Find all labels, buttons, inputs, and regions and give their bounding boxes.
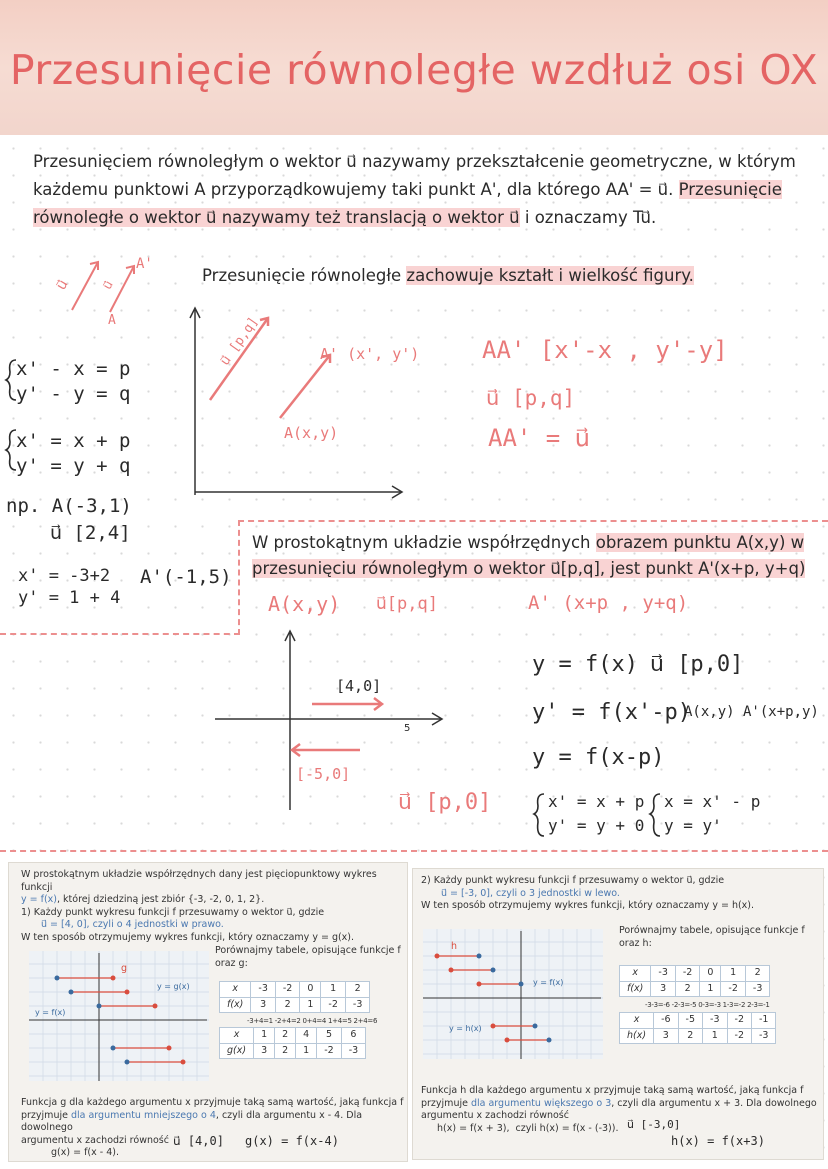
table-cell: 2 bbox=[675, 981, 699, 997]
table-row bbox=[220, 997, 370, 1013]
table-cell: -2 bbox=[275, 982, 299, 998]
left-hw1: u⃗ [4,0] bbox=[173, 1134, 224, 1148]
table-cell: -6 bbox=[654, 1013, 678, 1029]
formula-2: y' = f(x'-p) bbox=[532, 700, 691, 725]
graph1-a1-label: A' (x', y') bbox=[320, 345, 420, 363]
right-table-note: -3-3=-6 -2-3=-5 0-3=-3 1-3=-2 2-3=-1 bbox=[645, 1001, 770, 1009]
left-graph-g-label: g bbox=[121, 963, 128, 974]
table-cell: -2 bbox=[321, 997, 345, 1013]
formula-s4: y = y' bbox=[664, 816, 722, 835]
right-intro bbox=[421, 875, 817, 913]
table-cell: 1 bbox=[703, 1028, 727, 1044]
page-title: Przesunięcie równoległe wzdłuż osi OX bbox=[9, 46, 819, 94]
theorem-highlight-1: obrazem punktu A(x,y) w bbox=[595, 533, 805, 552]
right-table-f bbox=[619, 965, 770, 997]
vector-arrow-aa bbox=[110, 266, 134, 312]
left-f1: Funkcja g dla każdego argumentu x przyjmuje taką samą wartość, jaką funkcja f bbox=[21, 1097, 404, 1108]
table-cell: 2 bbox=[275, 1043, 296, 1059]
table-cell: -2 bbox=[317, 1043, 341, 1059]
table-cell: 2 bbox=[275, 997, 299, 1013]
left-p5: W ten sposób otrzymujemy wykres funkcji, który oznaczamy y = g(x). bbox=[21, 931, 355, 943]
table-cell: 1 bbox=[300, 997, 321, 1013]
table-cell: 3 bbox=[654, 1028, 678, 1044]
vector-arrow-u bbox=[72, 262, 98, 310]
system2-line2: y' = y + q bbox=[16, 455, 131, 477]
table-cell: -3 bbox=[341, 1043, 365, 1059]
left-f3: argumentu x zachodzi równość bbox=[21, 1134, 169, 1146]
theorem-frame-bottom bbox=[0, 633, 240, 635]
system1-line2: y' - y = q bbox=[16, 383, 131, 405]
graph2-tick: 5 bbox=[404, 723, 411, 734]
right-p1: 2) Każdy punkt wykresu funkcji f przesuwamy o wektor u⃗, gdzie bbox=[421, 875, 725, 886]
right-f2c: , czyli dla argumentu x + 3. Dla dowolnego bbox=[611, 1097, 817, 1109]
preserve-statement bbox=[202, 266, 694, 285]
theorem-block bbox=[252, 530, 822, 582]
table-cell: 0 bbox=[700, 966, 721, 982]
right-f1: Funkcja h dla każdego argumentu x przyjmuje taką samą wartość, jaką funkcja f bbox=[421, 1085, 804, 1096]
table-row bbox=[620, 1028, 776, 1044]
theorem-part-a: W prostokątnym układzie współrzędnych bbox=[252, 533, 596, 552]
system2-line1: x' = x + p bbox=[16, 430, 131, 452]
table-cell: 4 bbox=[296, 1028, 317, 1044]
table-cell: 2 bbox=[745, 966, 769, 982]
table-cell: 1 bbox=[254, 1028, 275, 1044]
right-f2 bbox=[421, 1098, 819, 1111]
graph-shift bbox=[210, 625, 450, 815]
left-hw2: g(x) = f(x-4) bbox=[245, 1134, 339, 1148]
graph2-v1: [4,0] bbox=[336, 677, 382, 695]
sketch-u-label: u⃗ bbox=[53, 277, 72, 293]
right-p2: u⃗ = [-3, 0], czyli o 3 jednostki w lewo. bbox=[441, 887, 620, 899]
section-separator bbox=[0, 850, 828, 852]
right-hw1: u⃗ [-3,0] bbox=[627, 1118, 681, 1131]
table-cell: 2 bbox=[345, 982, 369, 998]
formula-s3: x = x' - p bbox=[664, 792, 761, 811]
graph1-a-label: A(x,y) bbox=[284, 424, 339, 442]
right-graph-h-label: h bbox=[451, 941, 458, 952]
left-p4: u⃗ = [4, 0], czyli o 4 jednostki w prawo. bbox=[41, 919, 224, 930]
table-cell: 5 bbox=[317, 1028, 341, 1044]
definition-line-3 bbox=[33, 204, 803, 232]
left-intro bbox=[21, 869, 401, 944]
right-f2a: przyjmuje bbox=[421, 1097, 471, 1109]
right-cmp1: Porównajmy tabele, opisujące funkcje f bbox=[619, 925, 805, 936]
definition-block bbox=[33, 148, 803, 232]
right-conclusion bbox=[421, 1085, 819, 1135]
table-cell: -5 bbox=[678, 1013, 702, 1029]
sketch-a-label: A bbox=[108, 313, 116, 328]
textbook-box-left bbox=[8, 862, 408, 1162]
table-row bbox=[620, 1013, 776, 1029]
table-row bbox=[220, 982, 370, 998]
vector-note-2: u⃗ [p,q] bbox=[486, 386, 576, 410]
vector-note-1: AA' [x'-x , y'-y] bbox=[482, 336, 728, 364]
left-table-note: -3+4=1 -2+4=2 0+4=4 1+4=5 2+4=6 bbox=[247, 1017, 378, 1025]
right-p3: W ten sposób otrzymujemy wykres funkcji, który oznaczamy y = h(x). bbox=[421, 900, 755, 911]
preserve-text: Przesunięcie równoległe bbox=[202, 266, 407, 285]
table-cell: g(x) bbox=[220, 1043, 254, 1059]
brace-icon bbox=[532, 792, 546, 838]
left-p3: 1) Każdy punkt wykresu funkcji f przesuwamy o wektor u⃗, gdzie bbox=[21, 906, 325, 918]
definition-line-1: Przesunięciem równoległym o wektor u⃗ nazywamy przekształcenie geometryczne, w którym bbox=[33, 152, 796, 171]
formula-3: y = f(x-p) bbox=[532, 745, 665, 770]
right-f3: argumentu x zachodzi równość bbox=[421, 1110, 569, 1121]
left-f2c: , czyli dla argumentu x - 4. Dla dowolnego bbox=[21, 1109, 363, 1133]
table-cell: 1 bbox=[296, 1043, 317, 1059]
table-cell: -2 bbox=[727, 1028, 751, 1044]
brace-icon bbox=[648, 792, 662, 838]
table-cell: -3 bbox=[651, 966, 675, 982]
right-compare bbox=[619, 925, 805, 950]
right-cmp2: oraz h: bbox=[619, 937, 652, 949]
preserve-highlight: zachowuje kształt i wielkość figury. bbox=[406, 266, 694, 285]
right-graph bbox=[423, 929, 603, 1059]
definition-highlight-2: równoległe o wektor u⃗ nazywamy też translacją o wektor u⃗ bbox=[33, 208, 520, 227]
table-cell: h(x) bbox=[620, 1028, 654, 1044]
table-cell: x bbox=[220, 982, 251, 998]
left-compare bbox=[215, 945, 401, 970]
left-f2 bbox=[21, 1110, 405, 1135]
table-cell: -3 bbox=[703, 1013, 727, 1029]
definition-line-2a: każdemu punktowi A przyporządkowujemy taki punkt A', dla którego AA' = u⃗. bbox=[33, 180, 679, 199]
table-cell: -2 bbox=[721, 981, 745, 997]
formula-s2: y' = y + 0 bbox=[548, 816, 645, 835]
right-hw2: h(x) = f(x+3) bbox=[671, 1134, 765, 1148]
example-line3: x' = -3+2 bbox=[18, 566, 111, 586]
left-f2a: przyjmuje bbox=[21, 1109, 71, 1121]
table-cell: 0 bbox=[300, 982, 321, 998]
table-cell: -2 bbox=[727, 1013, 751, 1029]
table-cell: 3 bbox=[254, 1043, 275, 1059]
theorem-hw-c: A' (x+p , y+q) bbox=[528, 592, 689, 614]
sketch-a1-label: A' bbox=[136, 256, 153, 272]
table-cell: f(x) bbox=[220, 997, 251, 1013]
left-conclusion bbox=[21, 1097, 405, 1160]
right-graph-yf-label: y = f(x) bbox=[533, 978, 564, 987]
table-row bbox=[620, 981, 770, 997]
table-cell: -3 bbox=[752, 1028, 776, 1044]
vector-aa-arrow bbox=[280, 355, 330, 418]
left-p2a: y = f(x) bbox=[21, 894, 58, 905]
table-row bbox=[220, 1043, 366, 1059]
left-table-f bbox=[219, 981, 370, 1013]
left-f4: g(x) = f(x - 4). bbox=[51, 1147, 119, 1158]
left-f2b: dla argumentu mniejszego o 4 bbox=[70, 1109, 216, 1121]
system1-line1: x' - x = p bbox=[16, 358, 131, 380]
left-graph-yf-label: y = f(x) bbox=[35, 1008, 66, 1017]
definition-highlight-1: Przesunięcie bbox=[678, 180, 782, 199]
table-cell: 1 bbox=[700, 981, 721, 997]
table-cell: -3 bbox=[745, 981, 769, 997]
table-cell: 3 bbox=[651, 981, 675, 997]
definition-line-3b: i oznaczamy Tu⃗. bbox=[519, 208, 657, 227]
table-row bbox=[220, 1028, 366, 1044]
table-cell: -1 bbox=[752, 1013, 776, 1029]
formula-2b: A(x,y) A'(x+p,y) bbox=[684, 704, 819, 720]
table-cell: f(x) bbox=[620, 981, 651, 997]
graph-translation bbox=[180, 300, 420, 515]
textbook-box-right bbox=[412, 868, 824, 1160]
graph2-v2: [-5,0] bbox=[296, 765, 351, 783]
table-cell: x bbox=[620, 966, 651, 982]
formula-1b: u⃗ [p,0] bbox=[650, 652, 744, 677]
formula-s1: x' = x + p bbox=[548, 792, 645, 811]
example-result: A'(-1,5) bbox=[140, 566, 232, 588]
example-line2: u⃗ [2,4] bbox=[50, 522, 131, 544]
brace-icon bbox=[6, 430, 16, 470]
right-table-h bbox=[619, 1012, 776, 1044]
table-cell: -3 bbox=[251, 982, 275, 998]
right-f2b: dla argumentu większego o 3 bbox=[470, 1097, 612, 1109]
table-cell: -2 bbox=[675, 966, 699, 982]
graph2-up-label: u⃗ [p,0] bbox=[398, 790, 492, 815]
table-cell: 3 bbox=[251, 997, 275, 1013]
theorem-highlight-2: przesunięciu równoległym o wektor u⃗[p,q], jest punkt A'(x+p, y+q) bbox=[252, 559, 806, 578]
table-cell: 1 bbox=[321, 982, 345, 998]
left-graph-yg-label: y = g(x) bbox=[157, 982, 190, 991]
right-f4b: czyli h(x) = f(x - (-3)). bbox=[515, 1122, 619, 1134]
left-cmp1: Porównajmy tabele, opisujące funkcje f bbox=[215, 945, 401, 956]
graph1-pq-label: u⃗ [p,q] bbox=[217, 314, 262, 369]
table-cell: 2 bbox=[678, 1028, 702, 1044]
theorem-hw-a: A(x,y) bbox=[268, 592, 341, 616]
table-cell: x bbox=[220, 1028, 254, 1044]
table-cell: -3 bbox=[345, 997, 369, 1013]
table-row bbox=[620, 966, 770, 982]
table-cell: 1 bbox=[721, 966, 745, 982]
left-p2b: , której dziedziną jest zbiór {-3, -2, 0, 1, 2}. bbox=[57, 894, 265, 905]
left-p1: W prostokątnym układzie współrzędnych dany jest pięciopunktowy wykres funkcji bbox=[21, 869, 377, 893]
brace-icon bbox=[6, 360, 16, 400]
right-f4a: h(x) = f(x + 3), bbox=[437, 1122, 510, 1134]
example-line1: np. A(-3,1) bbox=[6, 495, 132, 517]
left-table-g bbox=[219, 1027, 366, 1059]
table-cell: x bbox=[620, 1013, 654, 1029]
theorem-hw-b: u⃗[p,q] bbox=[376, 594, 438, 614]
left-cmp2: oraz g: bbox=[215, 957, 248, 969]
table-cell: 6 bbox=[341, 1028, 365, 1044]
left-p2 bbox=[21, 894, 401, 907]
formula-1: y = f(x) bbox=[532, 652, 638, 677]
definition-line-2 bbox=[33, 176, 803, 204]
sketch-u-label-2: u⃗ bbox=[99, 278, 116, 292]
theorem-frame-top bbox=[238, 520, 828, 522]
right-graph-yh-label: y = h(x) bbox=[449, 1024, 482, 1033]
table-cell: 2 bbox=[275, 1028, 296, 1044]
example-line4: y' = 1 + 4 bbox=[18, 588, 121, 608]
theorem-frame-left bbox=[238, 520, 240, 635]
vector-note-3: AA' = u⃗ bbox=[488, 424, 590, 452]
